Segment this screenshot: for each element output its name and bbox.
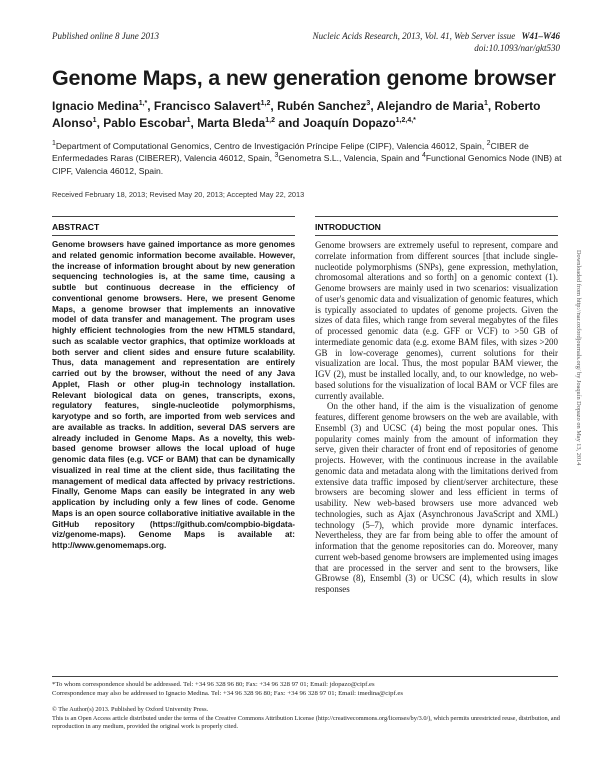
journal-citation bbox=[313, 31, 560, 41]
abstract-top-rule bbox=[52, 216, 295, 217]
correspondence-line-2: Correspondence may also be addressed to Ignacio Medina. Tel: +34 96 328 96 80; Fax: +34 96 328 97 01; Email: imedina@cipf.es bbox=[52, 689, 403, 697]
download-note-text: Downloaded from http://nar.oxfordjournals.org/ by Joaquín Dopazo on May 13, 2014 bbox=[575, 250, 582, 466]
introduction-heading: INTRODUCTION bbox=[315, 222, 381, 232]
affiliation-number: 4 bbox=[421, 152, 426, 160]
affiliations bbox=[52, 140, 562, 177]
affiliation-number: 3 bbox=[274, 152, 279, 160]
author-list: Ignacio Medina$^{1,*}$, Francisco Salavert$^{1,2}$, Rubén Sanchez$^3$, Alejandro de Maria$^1$, Roberto Alonso$^1$, Pablo Escobar$^1$, Marta Bleda$^{1,2}$ and Joaquín Dopazo$^{1,2,4,*}$ bbox=[52, 99, 541, 130]
author-affiliation-mark: 1 bbox=[92, 117, 97, 124]
author-affiliation-mark: 3 bbox=[366, 100, 371, 107]
intro-paragraph-2: On the other hand, if the aim is the visualization of genome features, different genome browsers on the web are available, with Ensembl (3) and UCSC (4) being the most popular ones. This popularity comes mainly from the amount of information they serve, given their character of front end of repositories of genome projects. However, with the continuous increase in the available genomic data and metadata along with the limitations derived from extensive data traffic imposed by client/server architecture, these browsers are becoming slower and less efficient in terms of usability. New web-based browsers use more advanced web technologies, such as Ajax (Asynchronous JavaScript and XML) technology (5–7), which provide more dynamic interfaces. Nevertheless, they are far from being able to offer the amount of information that the genome repositories can do. Moreover, many current web-based genome browsers are implemented using images that are processed in the server and sent to the browsers, like GBrowse (8), Ensembl (3) or UCSC (4), which results in slow responses bbox=[315, 401, 558, 594]
author-affiliation-mark: 1,2 bbox=[260, 100, 271, 107]
footnote-rule bbox=[52, 676, 558, 677]
affiliation-number: 1 bbox=[52, 140, 56, 148]
author-affiliation-mark: 1,2,4,* bbox=[395, 117, 416, 124]
abstract-heading: ABSTRACT bbox=[52, 222, 100, 232]
author-affiliation-mark: 1,2 bbox=[265, 117, 275, 124]
author-name: Joaquín Dopazo bbox=[302, 116, 396, 130]
doi: doi:10.1093/nar/gkt530 bbox=[474, 43, 560, 53]
author-name: Ignacio Medina bbox=[52, 99, 139, 113]
author-affiliation-mark: 1 bbox=[186, 117, 191, 124]
author-name: Roberto Alonso bbox=[52, 99, 541, 130]
license-text: This is an Open Access article distributed under the terms of the Creative Commons Attribution License (http://creativecommons.org/licenses/by/3.0/), which permits unrestricted reuse, distribution, and reproduction in any medium, provided the original work is properly cited. bbox=[52, 714, 560, 731]
intro-paragraph-1: Genome browsers are extremely useful to represent, compare and correlate information from different sources [that include single-nucleotide polymorphisms (SNPs), gene expression, methylation, chromosomal alterations and so forth] on a genomic context (1). Genome browsers are mainly used in two scenarios: visualization of user's genomic data and visualization of genomic features, which is typically associated to updates of genome projects. Given the sizes of data files, which range from several megabytes of the files of processed genomic data (e.g. GFF or VCF) to >50 GB of intermediate genomic data (e.g. exome BAM files, with sizes >200 GB in low-coverage genomes), current solutions for their visualization are local. Thus, the most popular BAM viewer, the IGV (2), must be installed locally, and, to our knowledge, no web-based solutions for the visualization of local BAM or VCF files are currently available. bbox=[315, 240, 558, 401]
author-name: Marta Bleda bbox=[197, 116, 266, 130]
copyright-line: © The Author(s) 2013. Published by Oxford University Press. bbox=[52, 706, 209, 713]
page-range: W41–W46 bbox=[521, 31, 560, 41]
author-affiliation-mark: 1 bbox=[483, 100, 488, 107]
author-name: Rubén Sanchez bbox=[277, 99, 367, 113]
affiliation-number: 2 bbox=[486, 140, 491, 148]
author-name: Alejandro de Maria bbox=[376, 99, 484, 113]
affiliation-text: Genometra S.L., Valencia, Spain and bbox=[278, 153, 422, 164]
affiliation-text: CIBER de Enfermedades Raras (CIBERER), Valencia 46012, Spain, bbox=[52, 141, 529, 164]
introduction-body bbox=[315, 240, 558, 595]
correspondence-footnotes bbox=[52, 681, 562, 699]
author-affiliation-mark: 1,* bbox=[138, 100, 148, 107]
submission-dates: Received February 18, 2013; Revised May 20, 2013; Accepted May 22, 2013 bbox=[52, 190, 305, 199]
download-note bbox=[575, 250, 592, 750]
abstract-text: Genome browsers have gained importance as more genomes and related genomic information become available. However, the increase of information brought about by new generation sequencing technologies is, at the same time, causing a subtle but continuous decrease in the efficiency of conventional genome browsers. Here, we present Genome Maps, a genome browser that implements an innovative model of data transfer and management. The program uses highly efficient technologies from the new HTML5 standard, such as scalable vector graphics, that optimize workloads at both server and client sides and ensure future scalability. Thus, data management and representation are entirely carried out by the browser, without the need of any Java Applet, Flash or other plug-in technology installation. Relevant biological data on genes, transcripts, exons, regulatory features, single-nucleotide polymorphisms, karyotype and so forth, are imported from web services and are available as tracks. In addition, several DAS servers are already included in Genome Maps. As a novelty, this web-based genome browser allows the local upload of huge genomic data files (e.g. VCF or BAM) that can be dynamically visualized in real time at the client side, thus facilitating the management of medical data affected by privacy restrictions. Finally, Genome Maps can easily be integrated in any web application by including only a few lines of code. Genome Maps is an open source collaborative initiative available in the GitHub repository (https://github.com/compbio-bigdata-viz/genome-maps). Genome Maps is available at: http://www.genomemaps.org. bbox=[52, 240, 295, 550]
author-name: Francisco Salavert bbox=[153, 99, 261, 113]
affiliation-text: Department of Computational Genomics, Centro de Investigación Príncipe Felipe (CIPF), Valencia 46012, Spain, bbox=[55, 141, 487, 151]
license-block bbox=[52, 706, 562, 732]
journal-name: Nucleic Acids Research, 2013, Vol. 41, Web Server issue bbox=[312, 31, 516, 41]
affiliation-text: Functional Genomics Node (INB) at CIPF, Valencia 46012, Spain. bbox=[52, 153, 562, 176]
paper-title: Genome Maps, a new generation genome browser bbox=[52, 66, 556, 90]
published-date: Published online 8 June 2013 bbox=[52, 31, 159, 41]
intro-top-rule bbox=[315, 216, 558, 217]
correspondence-line-1: *To whom correspondence should be addressed. Tel: +34 96 328 96 80; Fax: +34 96 328 97 01; Email: jdopazo@cipf.es bbox=[52, 681, 375, 688]
author-name: Pablo Escobar bbox=[103, 116, 187, 130]
abstract-heading-rule bbox=[52, 235, 295, 236]
intro-heading-rule bbox=[315, 235, 558, 236]
